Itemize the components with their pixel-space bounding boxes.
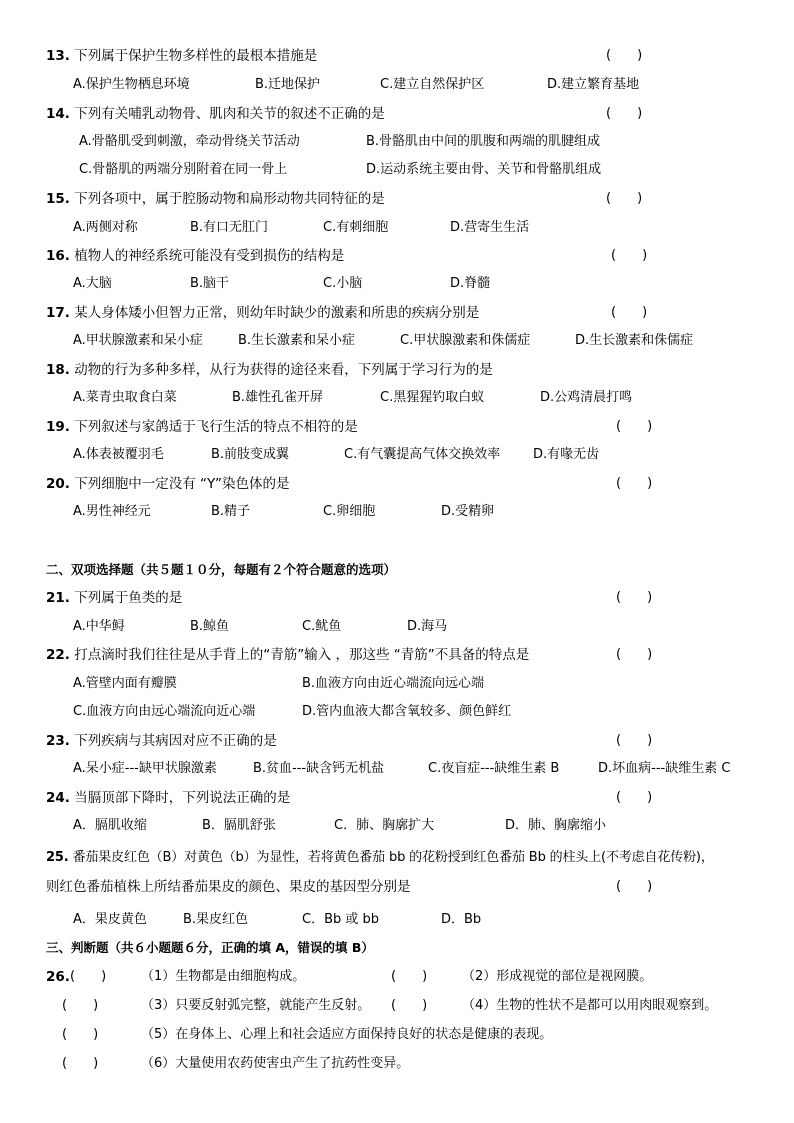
judgement-item-4: （4）生物的性状不是都可以用肉眼观察到。 — [462, 998, 718, 1013]
judgement-item-2: （2）形成视觉的部位是视网膜。 — [462, 969, 653, 984]
q24-stem — [46, 788, 290, 808]
question-text: 动物的行为多种多样，从行为获得的途径来看，下列属于学习行为的是 — [74, 362, 493, 378]
question-number: 22. — [46, 647, 70, 663]
option-d: D.公鸡清晨打鸣 — [540, 390, 633, 405]
judgement-item-6: （6）大量使用农药使害虫产生了抗药性变异。 — [141, 1056, 410, 1071]
question-text: 打点滴时我们往往是从手背上的“青筋”输入 ，那这些 “青筋”不具备的特点是 — [74, 647, 530, 663]
option-d: D.建立繁育基地 — [547, 77, 640, 92]
option-c: C.卵细胞 — [323, 504, 376, 519]
option-a: A.呆小症---缺甲状腺激素 — [73, 761, 217, 776]
answer-blank[interactable]: ( ) — [391, 969, 428, 984]
option-a: A.中华鲟 — [73, 619, 125, 634]
question-number: 20. — [46, 476, 70, 492]
option-d: D.管内血液大都含氧较多、颜色鲜红 — [302, 704, 512, 719]
option-b: B.雄性孔雀开屏 — [232, 390, 324, 405]
answer-blank[interactable]: ( ) — [62, 998, 99, 1013]
question-text: 下列叙述与家鸽适于飞行生活的特点不相符的是 — [74, 419, 358, 435]
question-text: 下列各项中，属于腔肠动物和扁形动物共同特征的是 — [74, 191, 385, 207]
question-text: 下列有关哺乳动物骨、肌肉和关节的叙述不正确的是 — [74, 106, 385, 122]
q25-stem-line2: 则红色番茄植株上所结番茄果皮的颜色、果皮的基因型分别是 — [46, 879, 411, 895]
answer-blank[interactable]: ( ) — [616, 419, 653, 434]
question-text: 下列属于保护生物多样性的最根本措施是 — [74, 48, 318, 64]
option-c: C．肺、胸廓扩大 — [334, 818, 435, 833]
option-c: C.建立自然保护区 — [380, 77, 485, 92]
option-b: B.贫血---缺含钙无机盐 — [253, 761, 385, 776]
option-c: C.黑猩猩钓取白蚁 — [380, 390, 485, 405]
option-a: A.甲状腺激素和呆小症 — [73, 333, 203, 348]
option-b: B.鲸鱼 — [190, 619, 230, 634]
option-b: B.精子 — [211, 504, 251, 519]
q22-stem — [46, 645, 529, 665]
answer-blank[interactable]: ( ) — [606, 191, 643, 206]
q23-stem — [46, 731, 277, 751]
answer-blank[interactable]: ( ) — [606, 106, 643, 121]
option-a: A.体表被覆羽毛 — [73, 447, 164, 462]
option-d: D.脊髓 — [450, 276, 491, 291]
q13-stem — [46, 46, 317, 66]
question-number: 16. — [46, 248, 70, 264]
q17-stem — [46, 303, 479, 323]
q26-number — [46, 967, 70, 987]
question-text: 下列细胞中一定没有 “Y”染色体的是 — [74, 476, 290, 492]
question-number: 15. — [46, 191, 70, 207]
option-a: A．果皮黄色 — [73, 912, 147, 927]
option-d: D.海马 — [407, 619, 448, 634]
option-d: D．肺、胸廓缩小 — [505, 818, 607, 833]
option-b: B.脑干 — [190, 276, 230, 291]
question-number: 17. — [46, 305, 70, 321]
option-a: A.男性神经元 — [73, 504, 151, 519]
q25-stem — [46, 848, 714, 868]
answer-blank[interactable]: ( ) — [616, 476, 653, 491]
option-b: B.有口无肛门 — [190, 220, 269, 235]
option-a: A．膈肌收缩 — [73, 818, 147, 833]
answer-blank[interactable]: ( ) — [391, 998, 428, 1013]
option-b: B.迁地保护 — [255, 77, 321, 92]
option-c: C.有气囊提高气体交换效率 — [344, 447, 501, 462]
answer-blank[interactable]: ( ) — [616, 590, 653, 605]
section-heading-true-false: 三、判断题（共６小题题６分，正确的填 A，错误的填 B） — [46, 940, 374, 955]
answer-blank[interactable]: ( ) — [62, 1027, 99, 1042]
answer-blank[interactable]: ( ) — [616, 733, 653, 748]
option-c: C.甲状腺激素和侏儒症 — [400, 333, 531, 348]
q15-stem — [46, 189, 385, 209]
option-b: B.前肢变成翼 — [211, 447, 290, 462]
question-text: 下列疾病与其病因对应不正确的是 — [74, 733, 277, 749]
option-a: A.保护生物栖息环境 — [73, 77, 190, 92]
question-number: 24. — [46, 790, 70, 806]
answer-blank[interactable]: ( ) — [611, 305, 648, 320]
q21-stem — [46, 588, 182, 608]
option-d: D.受精卵 — [441, 504, 495, 519]
answer-blank[interactable]: ( ) — [611, 248, 648, 263]
option-d: D.营寄生生活 — [450, 220, 530, 235]
answer-blank[interactable]: ( ) — [606, 48, 643, 63]
answer-blank[interactable]: ( ) — [616, 879, 653, 894]
option-c: C.有刺细胞 — [323, 220, 389, 235]
question-text: 植物人的神经系统可能没有受到损伤的结构是 — [74, 248, 345, 264]
section-heading-double-choice: 二、双项选择题（共５题１０分，每题有２个符合题意的选项） — [46, 562, 397, 577]
question-number: 25. — [46, 850, 69, 865]
question-number: 14. — [46, 106, 70, 122]
option-d: D．Bb — [441, 912, 482, 927]
question-number: 21. — [46, 590, 70, 606]
q16-stem — [46, 246, 344, 266]
answer-blank[interactable]: ( ) — [62, 1056, 99, 1071]
judgement-item-5: （5）在身体上、心理上和社会适应方面保持良好的状态是健康的表现。 — [141, 1027, 553, 1042]
option-d: D.运动系统主要由骨、关节和骨骼肌组成 — [366, 162, 602, 177]
q18-stem — [46, 360, 493, 380]
q14-stem — [46, 104, 385, 124]
option-c: C.鱿鱼 — [302, 619, 342, 634]
option-a: A.两侧对称 — [73, 220, 138, 235]
judgement-item-3: （3）只要反射弧完整，就能产生反射。 — [141, 998, 371, 1013]
option-a: A.骨骼肌受到刺激，牵动骨绕关节活动 — [79, 134, 300, 149]
option-b: B.果皮红色 — [183, 912, 249, 927]
option-b: B．膈肌舒张 — [202, 818, 276, 833]
answer-blank[interactable]: ( ) — [70, 969, 107, 984]
question-text: 某人身体矮小但智力正常，则幼年时缺少的激素和所患的疾病分别是 — [74, 305, 480, 321]
option-c: C.血液方向由远心端流向近心端 — [73, 704, 256, 719]
option-c: C.骨骼肌的两端分别附着在同一骨上 — [79, 162, 288, 177]
option-a: A.大脑 — [73, 276, 112, 291]
question-text: 番茄果皮红色（B）对黄色（b）为显性，若将黄色番茄 bb 的花粉授到红色番茄 Bb 的柱头上(不考虑自花传粉)， — [72, 850, 714, 865]
q19-stem — [46, 417, 358, 437]
option-c: C.夜盲症---缺维生素 B — [428, 761, 560, 776]
option-d: D.有喙无齿 — [533, 447, 600, 462]
question-number: 13. — [46, 48, 70, 64]
answer-blank[interactable]: ( ) — [616, 647, 653, 662]
q20-stem — [46, 474, 290, 494]
question-number: 19. — [46, 419, 70, 435]
option-d: D.生长激素和侏儒症 — [575, 333, 694, 348]
question-text: 当膈顶部下降时，下列说法正确的是 — [74, 790, 291, 806]
option-a: A.菜青虫取食白菜 — [73, 390, 177, 405]
question-text: 下列属于鱼类的是 — [74, 590, 183, 606]
question-number: 18. — [46, 362, 70, 378]
judgement-item-1: （1）生物都是由细胞构成。 — [141, 969, 306, 984]
option-b: B.生长激素和呆小症 — [238, 333, 356, 348]
question-number: 26. — [46, 969, 70, 985]
option-b: B.骨骼肌由中间的肌腹和两端的肌腱组成 — [366, 134, 601, 149]
answer-blank[interactable]: ( ) — [616, 790, 653, 805]
option-b: B.血液方向由近心端流向远心端 — [302, 676, 485, 691]
option-c: C．Bb 或 bb — [302, 912, 380, 927]
option-c: C.小脑 — [323, 276, 363, 291]
question-number: 23. — [46, 733, 70, 749]
option-d: D.坏血病---缺维生素 C — [598, 761, 731, 776]
option-a: A.管壁内面有瓣膜 — [73, 676, 177, 691]
